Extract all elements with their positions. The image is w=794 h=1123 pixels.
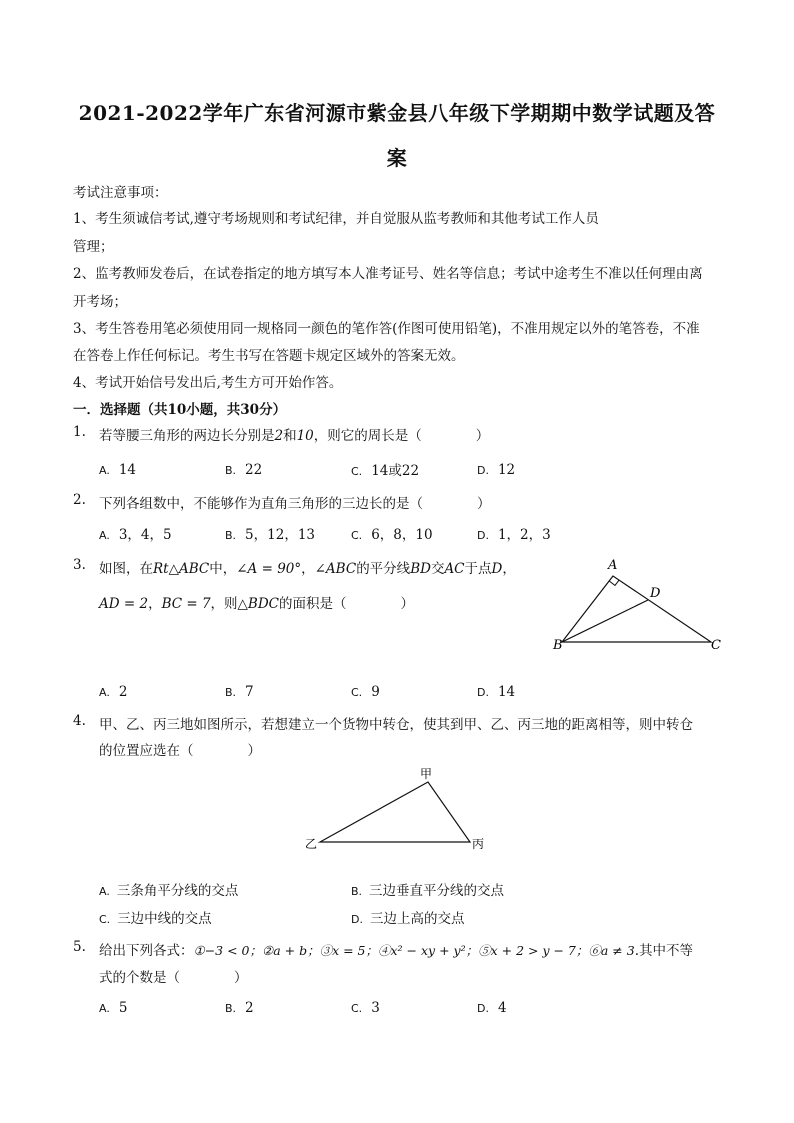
location-label-bing: 丙 — [472, 837, 485, 851]
option-a[interactable]: A. 2 — [99, 684, 128, 700]
question-number: 4. — [73, 713, 86, 729]
option-b[interactable]: B. 三边垂直平分线的交点 — [351, 883, 505, 899]
notice-line: 1、考生须诚信考试,遵守考场规则和考试纪律，并自觉服从监考教师和其他考试工作人员 — [73, 211, 599, 227]
option-b[interactable]: B. 22 — [225, 462, 263, 478]
option-a[interactable]: A. 3，4，5 — [99, 527, 172, 543]
page-title-line1: 2021-2022学年广东省河源市紫金县八年级下学期期中数学试题及答 — [78, 101, 716, 125]
triangle-abc-figure — [548, 556, 728, 656]
question-number: 2. — [73, 492, 86, 508]
notice-line: 管理； — [73, 239, 114, 255]
vertex-label-b: B — [553, 638, 563, 653]
question-number: 3. — [73, 557, 86, 573]
option-c[interactable]: C. 三边中线的交点 — [99, 911, 212, 927]
notice-line: 开考场； — [73, 294, 127, 310]
question-5-stem-line2: 式的个数是（ ） — [99, 970, 248, 986]
question-number: 1. — [73, 424, 86, 440]
triangle-abc — [562, 576, 711, 642]
option-c[interactable]: C. 6，8，10 — [351, 527, 433, 543]
option-d[interactable]: D. 14 — [477, 684, 516, 700]
option-d[interactable]: D. 4 — [477, 1000, 507, 1016]
option-a[interactable]: A. 三条角平分线的交点 — [99, 883, 239, 899]
location-label-yi: 乙 — [305, 837, 318, 851]
vertex-label-c: C — [711, 638, 721, 653]
question-4-stem-line2: 的位置应选在（ ） — [99, 743, 261, 759]
question-3-stem-line1: 如图，在Rt△ABC中，∠A = 90°，∠ABC的平分线BD交AC于点D， — [99, 561, 516, 577]
question-5-stem-line1: 给出下列各式：①−3 < 0；②a + b；③x = 5；④x² − xy + y²；⑤x + 2 > y − 7；⑥a ≠ 3.其中不等 — [99, 943, 693, 959]
notice-heading: 考试注意事项： — [73, 185, 168, 201]
option-a[interactable]: A. 14 — [99, 462, 137, 478]
question-number: 5. — [73, 939, 86, 955]
triangle-locations — [320, 782, 470, 842]
option-c[interactable]: C. 3 — [351, 1000, 380, 1016]
notice-line: 在答卷上作任何标记。考生书写在答题卡规定区域外的答案无效。 — [73, 348, 465, 364]
question-3-stem-line2: AD = 2，BC = 7，则△BDC的面积是（ ） — [99, 596, 415, 612]
option-a[interactable]: A. 5 — [99, 1000, 128, 1016]
option-b[interactable]: B. 7 — [225, 684, 254, 700]
option-d[interactable]: D. 12 — [477, 462, 516, 478]
vertex-label-a: A — [608, 558, 618, 573]
question-4-stem-line1: 甲、乙、丙三地如图所示，若想建立一个货物中转仓，使其到甲、乙、丙三地的距离相等，则中转仓 — [99, 717, 693, 733]
question-1-stem: 若等腰三角形的两边长分别是2和10，则它的周长是（ ） — [99, 428, 490, 444]
option-d[interactable]: D. 三边上高的交点 — [351, 911, 465, 927]
option-c[interactable]: C. 14或22 — [351, 463, 420, 479]
option-c[interactable]: C. 9 — [351, 684, 380, 700]
bisector-bd — [562, 600, 648, 642]
notice-line: 4、考试开始信号发出后,考生方可开始作答。 — [73, 375, 343, 391]
question-2-stem: 下列各组数中，不能够作为直角三角形的三边长的是（ ） — [99, 496, 491, 512]
notice-line: 2、监考教师发卷后，在试卷指定的地方填写本人准考证号、姓名等信息；考试中途考生不准以任何理由离 — [73, 266, 703, 282]
page-title-line2: 案 — [386, 146, 408, 170]
section-heading: 一．选择题（共10小题，共30分） — [73, 402, 287, 418]
notice-line: 3、考生答卷用笔必须使用同一规格同一颜色的笔作答(作图可使用铅笔)，不准用规定以外的笔答卷，不准 — [73, 321, 700, 337]
right-angle-mark — [609, 580, 619, 585]
option-d[interactable]: D. 1，2，3 — [477, 527, 551, 543]
vertex-label-d: D — [650, 586, 661, 601]
option-b[interactable]: B. 5，12，13 — [225, 527, 315, 543]
option-b[interactable]: B. 2 — [225, 1000, 254, 1016]
triangle-locations-figure — [300, 764, 500, 854]
location-label-jia: 甲 — [420, 767, 433, 781]
